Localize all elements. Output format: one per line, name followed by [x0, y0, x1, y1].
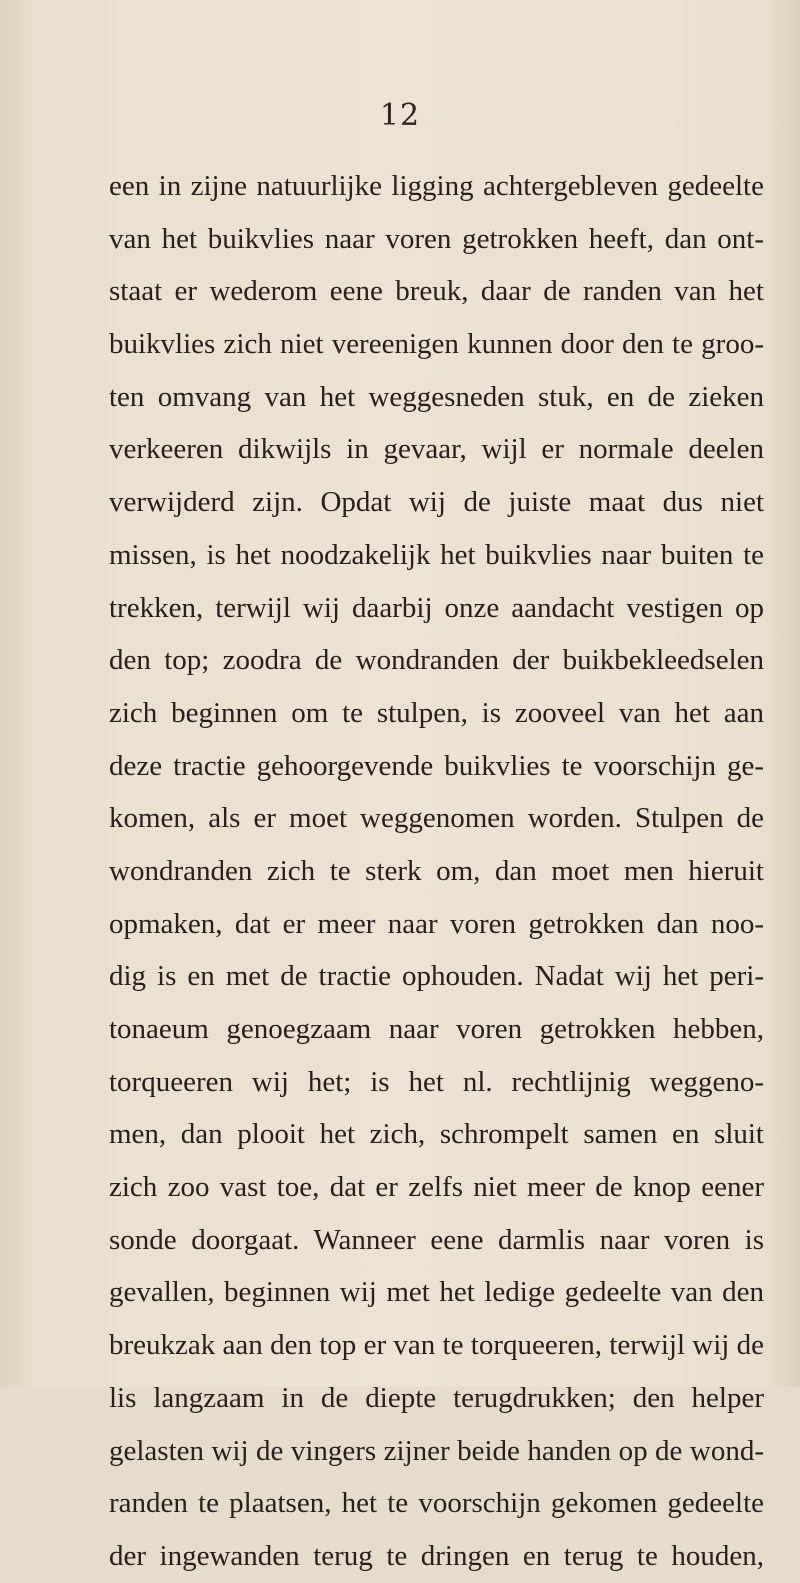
page-number: 12 — [379, 98, 421, 133]
text-line: wondranden zich te sterk om, dan moet men hieruit — [109, 854, 764, 887]
body-text — [109, 160, 764, 1583]
text-line: men, dan plooit het zich, schrompelt samen en sluit — [109, 1118, 764, 1151]
text-line: torqueeren wij het; is het nl. rechtlijnig weggeno- — [109, 1065, 764, 1098]
text-line: deze tractie gehoorgevende buikvlies te voorschijn ge- — [109, 749, 764, 782]
text-line: den top; zoodra de wondranden der buikbekleedselen — [109, 644, 764, 677]
text-line: randen te plaatsen, het te voorschijn gekomen gedeelte — [109, 1487, 764, 1520]
text-line: buikvlies zich niet vereenigen kunnen door den te groo- — [109, 328, 764, 361]
text-line: verwijderd zijn. Opdat wij de juiste maat dus niet — [109, 486, 764, 519]
text-line: zich zoo vast toe, dat er zelfs niet meer de knop eener — [109, 1171, 764, 1204]
text-line: staat er wederom eene breuk, daar de randen van het — [109, 275, 764, 308]
text-line: sonde doorgaat. Wanneer eene darmlis naar voren is — [109, 1223, 764, 1256]
text-line: missen, is het noodzakelijk het buikvlies naar buiten te — [109, 538, 764, 571]
text-line: een in zijne natuurlijke ligging achtergebleven gedeelte — [109, 170, 764, 202]
text-line: zich beginnen om te stulpen, is zooveel van het aan — [109, 696, 764, 729]
text-line: verkeeren dikwijls in gevaar, wijl er normale deelen — [109, 433, 764, 466]
text-line: ten omvang van het weggesneden stuk, en de zieken — [109, 380, 764, 413]
text-line: trekken, terwijl wij daarbij onze aandacht vestigen op — [109, 591, 764, 624]
text-line: van het buikvlies naar voren getrokken heeft, dan ont- — [109, 222, 764, 255]
text-line: gevallen, beginnen wij met het ledige gedeelte van den — [109, 1276, 764, 1309]
text-line: komen, als er moet weggenomen worden. Stulpen de — [109, 802, 764, 835]
text-line: breukzak aan den top er van te torqueeren, terwijl wij de — [109, 1329, 764, 1362]
text-line: dig is en met de tractie ophouden. Nadat wij het peri- — [109, 960, 764, 993]
text-line: der ingewanden terug te dringen en terug te houden, — [109, 1539, 764, 1572]
text-line: lis langzaam in de diepte terugdrukken; den helper — [109, 1381, 764, 1414]
text-line: tonaeum genoegzaam naar voren getrokken hebben, — [109, 1013, 764, 1045]
text-line: opmaken, dat er meer naar voren getrokken dan noo- — [109, 907, 764, 940]
text-line: gelasten wij de vingers zijner beide handen op de wond- — [109, 1434, 764, 1467]
